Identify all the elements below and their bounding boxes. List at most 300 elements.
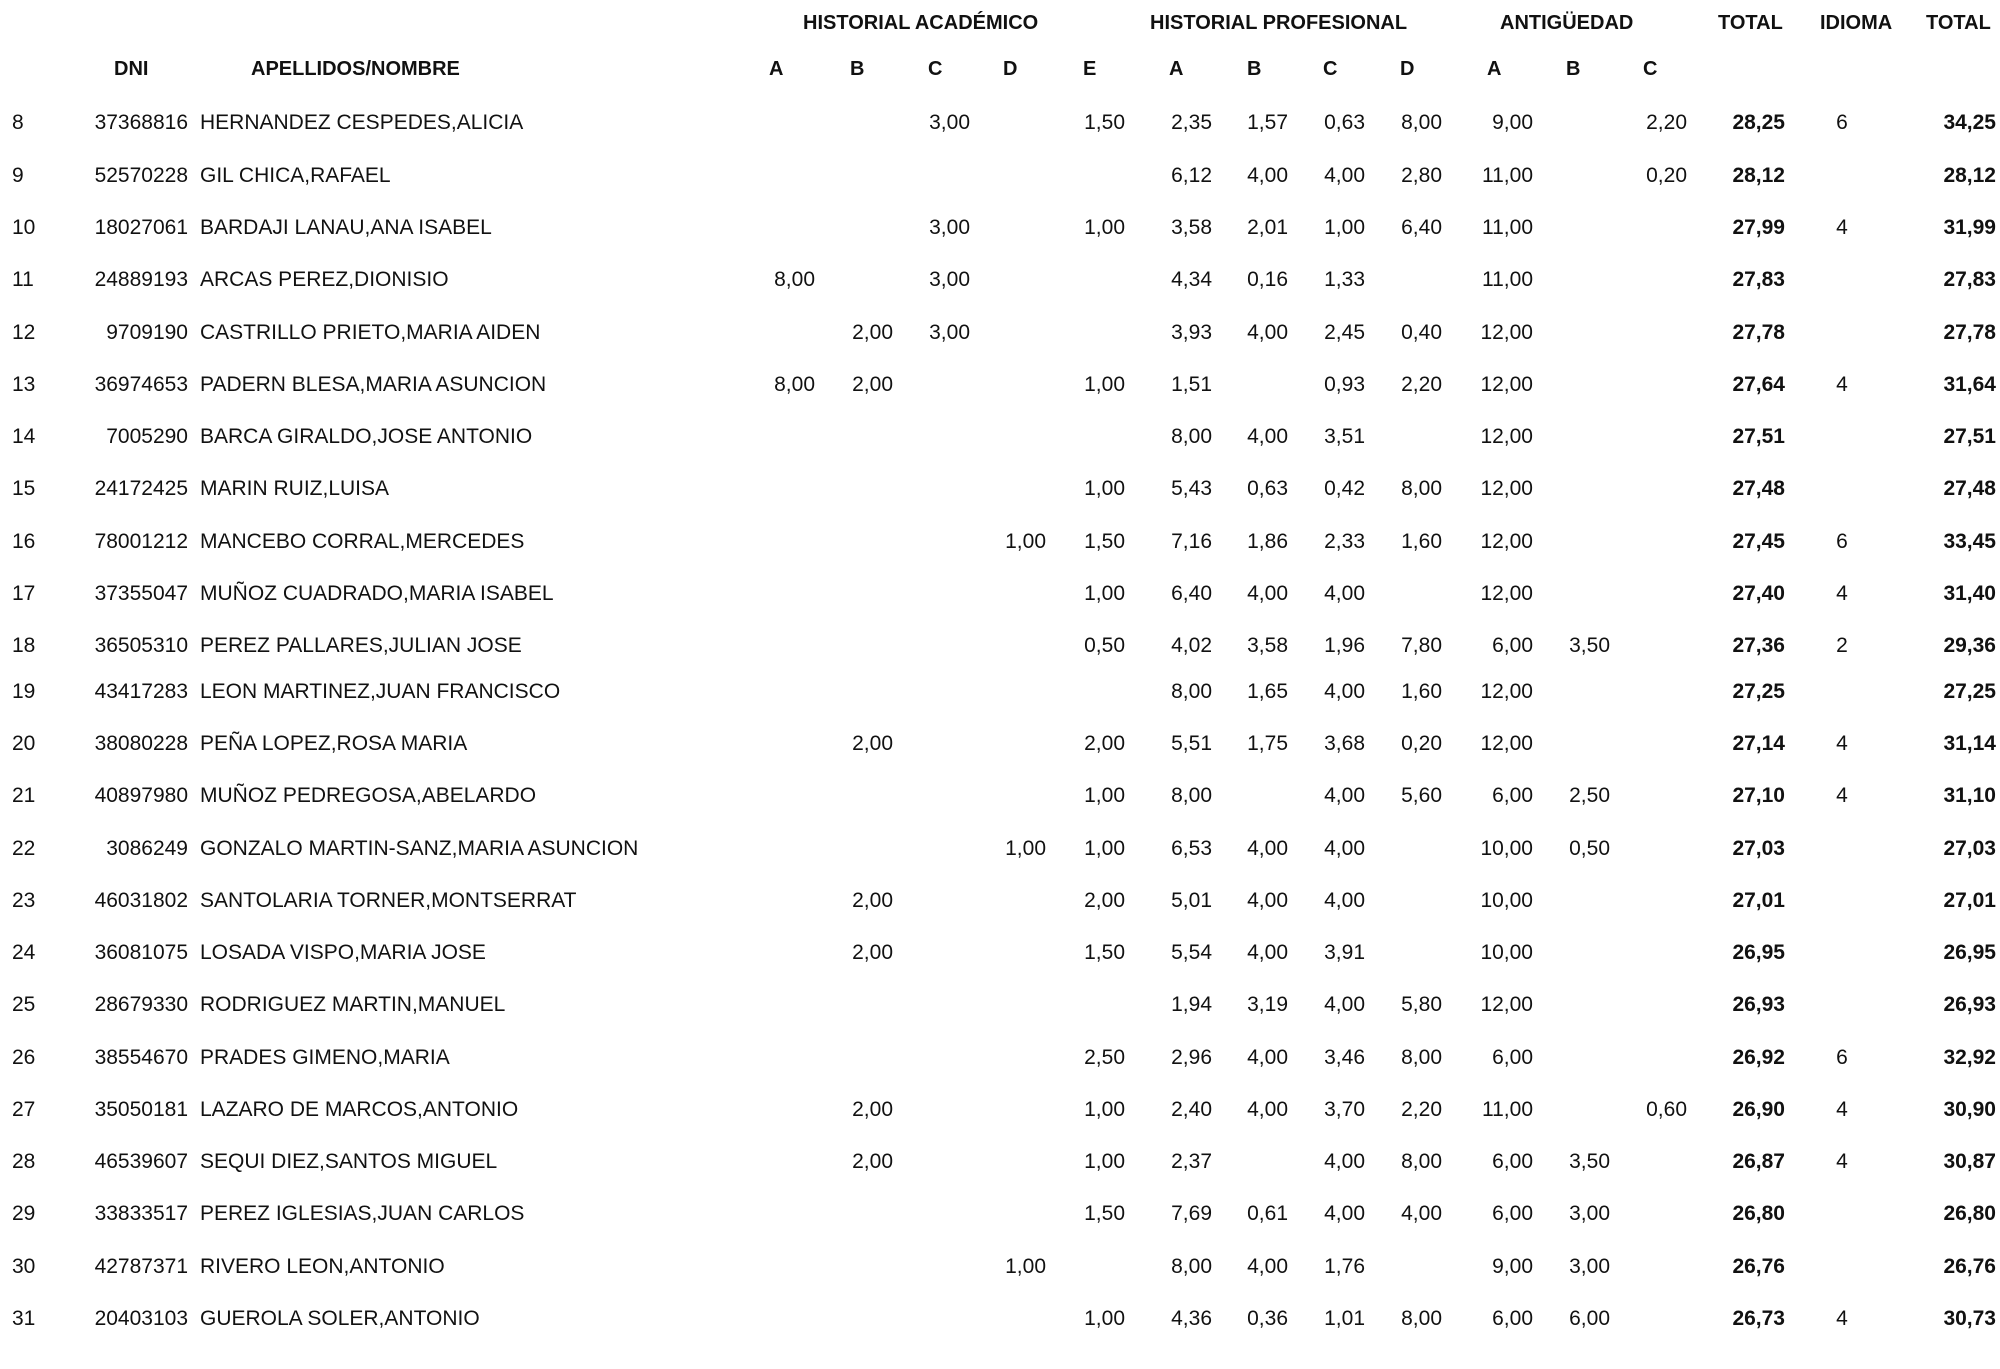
- total-final-cell: 27,83: [1943, 268, 1996, 291]
- table-row: [0, 672, 2000, 712]
- acad-b-cell: 2,00: [852, 941, 893, 964]
- total-cell: 28,25: [1732, 111, 1785, 134]
- acad-e-cell: 1,50: [1084, 111, 1125, 134]
- prof-c-cell: 4,00: [1324, 889, 1365, 912]
- idioma-cell: 4: [1836, 1150, 1848, 1173]
- name-cell: LAZARO DE MARCOS,ANTONIO: [200, 1098, 519, 1121]
- ant-a-cell: 10,00: [1480, 837, 1533, 860]
- col-apellidos-nombre: APELLIDOS/NOMBRE: [251, 58, 460, 80]
- ant-a-cell: 12,00: [1480, 582, 1533, 605]
- ant-a-cell: 11,00: [1482, 216, 1533, 239]
- idioma-cell: 4: [1836, 216, 1848, 239]
- table-row: [0, 1142, 2000, 1182]
- dni-cell: 9709190: [106, 321, 188, 344]
- dni-cell: 24172425: [94, 477, 188, 500]
- total-final-cell: 27,01: [1943, 889, 1996, 912]
- prof-a-cell: 4,36: [1171, 1307, 1212, 1330]
- prof-c-cell: 3,68: [1324, 732, 1365, 755]
- col-prof-c: C: [1323, 58, 1338, 80]
- total-final-cell: 31,14: [1943, 732, 1996, 755]
- row-number: 14: [12, 425, 36, 448]
- dni-cell: 36081075: [94, 941, 188, 964]
- table-row: [0, 626, 2000, 666]
- total-final-cell: 30,73: [1943, 1307, 1996, 1330]
- prof-c-cell: 4,00: [1324, 582, 1365, 605]
- total-final-cell: 31,40: [1943, 582, 1996, 605]
- prof-b-cell: 4,00: [1247, 1255, 1288, 1278]
- ant-a-cell: 12,00: [1480, 993, 1533, 1016]
- dni-cell: 42787371: [94, 1255, 188, 1278]
- row-number: 20: [12, 732, 36, 755]
- total-final-cell: 31,64: [1943, 373, 1996, 396]
- total-cell: 27,25: [1732, 680, 1785, 703]
- prof-c-cell: 3,70: [1324, 1098, 1365, 1121]
- acad-b-cell: 2,00: [852, 732, 893, 755]
- idioma-cell: 6: [1836, 111, 1848, 134]
- prof-c-cell: 0,63: [1324, 111, 1365, 134]
- prof-a-cell: 5,43: [1171, 477, 1212, 500]
- col-acad-a: A: [769, 58, 784, 80]
- prof-c-cell: 4,00: [1324, 837, 1365, 860]
- ant-a-cell: 12,00: [1480, 373, 1533, 396]
- name-cell: GONZALO MARTIN-SANZ,MARIA ASUNCION: [200, 837, 639, 860]
- ant-a-cell: 12,00: [1480, 732, 1533, 755]
- acad-e-cell: 2,00: [1084, 732, 1125, 755]
- dni-cell: 78001212: [94, 530, 188, 553]
- name-cell: PADERN BLESA,MARIA ASUNCION: [200, 373, 547, 396]
- idioma-cell: 4: [1836, 1098, 1848, 1121]
- prof-a-cell: 2,37: [1171, 1150, 1212, 1173]
- total-final-cell: 27,78: [1943, 321, 1996, 344]
- ant-a-cell: 12,00: [1480, 680, 1533, 703]
- total-final-cell: 31,99: [1943, 216, 1996, 239]
- total-cell: 27,10: [1732, 784, 1785, 807]
- dni-cell: 52570228: [94, 164, 188, 187]
- prof-c-cell: 3,46: [1324, 1046, 1365, 1069]
- name-cell: ARCAS PEREZ,DIONISIO: [200, 268, 449, 291]
- name-cell: PEREZ PALLARES,JULIAN JOSE: [200, 634, 522, 657]
- col-acad-e: E: [1083, 58, 1097, 80]
- total-cell: 27,01: [1732, 889, 1785, 912]
- acad-e-cell: 0,50: [1084, 634, 1125, 657]
- name-cell: CASTRILLO PRIETO,MARIA AIDEN: [200, 321, 541, 344]
- total-cell: 27,03: [1732, 837, 1785, 860]
- ant-a-cell: 6,00: [1492, 784, 1533, 807]
- dni-cell: 43417283: [94, 680, 188, 703]
- table-row: [0, 417, 2000, 457]
- total-cell: 26,87: [1732, 1150, 1785, 1173]
- prof-d-cell: 1,60: [1401, 530, 1442, 553]
- prof-d-cell: 8,00: [1401, 477, 1442, 500]
- prof-a-cell: 8,00: [1171, 1255, 1212, 1278]
- acad-e-cell: 1,00: [1084, 784, 1125, 807]
- prof-d-cell: 8,00: [1401, 1150, 1442, 1173]
- prof-a-cell: 5,51: [1171, 732, 1212, 755]
- prof-a-cell: 2,96: [1171, 1046, 1212, 1069]
- row-number: 25: [12, 993, 36, 1016]
- prof-c-cell: 4,00: [1324, 993, 1365, 1016]
- name-cell: PRADES GIMENO,MARIA: [200, 1046, 450, 1069]
- total-cell: 26,90: [1732, 1098, 1785, 1121]
- prof-b-cell: 4,00: [1247, 1046, 1288, 1069]
- name-cell: MUÑOZ CUADRADO,MARIA ISABEL: [200, 582, 554, 605]
- prof-a-cell: 5,54: [1171, 941, 1212, 964]
- prof-b-cell: 4,00: [1247, 321, 1288, 344]
- prof-b-cell: 4,00: [1247, 164, 1288, 187]
- acad-e-cell: 1,50: [1084, 1202, 1125, 1225]
- prof-b-cell: 1,86: [1247, 530, 1288, 553]
- prof-d-cell: 2,20: [1401, 1098, 1442, 1121]
- total-final-cell: 27,03: [1943, 837, 1996, 860]
- prof-a-cell: 7,69: [1171, 1202, 1212, 1225]
- prof-b-cell: 2,01: [1247, 216, 1288, 239]
- row-number: 26: [12, 1046, 36, 1069]
- row-number: 27: [12, 1098, 36, 1121]
- acad-e-cell: 1,00: [1084, 1150, 1125, 1173]
- total-final-cell: 26,76: [1943, 1255, 1996, 1278]
- ant-a-cell: 10,00: [1480, 889, 1533, 912]
- total-final-cell: 26,80: [1943, 1202, 1996, 1225]
- prof-d-cell: 0,40: [1401, 321, 1442, 344]
- idioma-cell: 6: [1836, 1046, 1848, 1069]
- prof-b-cell: 4,00: [1247, 582, 1288, 605]
- dni-cell: 46031802: [94, 889, 188, 912]
- table-row: [0, 365, 2000, 405]
- prof-c-cell: 2,45: [1324, 321, 1365, 344]
- dni-cell: 37355047: [94, 582, 188, 605]
- total-cell: 27,51: [1732, 425, 1785, 448]
- acad-c-cell: 3,00: [929, 111, 970, 134]
- idioma-cell: 4: [1836, 373, 1848, 396]
- col-acad-d: D: [1003, 58, 1018, 80]
- total-cell: 26,76: [1732, 1255, 1785, 1278]
- name-cell: BARCA GIRALDO,JOSE ANTONIO: [200, 425, 533, 448]
- total-cell: 27,14: [1732, 732, 1785, 755]
- table-row: [0, 208, 2000, 248]
- row-number: 31: [12, 1307, 36, 1330]
- table-row: [0, 776, 2000, 816]
- table-row: [0, 1194, 2000, 1234]
- prof-c-cell: 2,33: [1324, 530, 1365, 553]
- table-row: [0, 469, 2000, 509]
- table-row: [0, 881, 2000, 921]
- name-cell: MANCEBO CORRAL,MERCEDES: [200, 530, 525, 553]
- idioma-cell: 4: [1836, 784, 1848, 807]
- ant-b-cell: 2,50: [1569, 784, 1610, 807]
- prof-b-cell: 1,75: [1247, 732, 1288, 755]
- col-dni: DNI: [114, 58, 149, 80]
- col-acad-c: C: [928, 58, 943, 80]
- prof-d-cell: 1,60: [1401, 680, 1442, 703]
- row-number: 30: [12, 1255, 36, 1278]
- ant-a-cell: 12,00: [1480, 530, 1533, 553]
- prof-a-cell: 8,00: [1171, 425, 1212, 448]
- table-row: [0, 103, 2000, 143]
- ant-a-cell: 12,00: [1480, 477, 1533, 500]
- prof-a-cell: 6,12: [1171, 164, 1212, 187]
- total-final-cell: 29,36: [1943, 634, 1996, 657]
- acad-e-cell: 1,50: [1084, 530, 1125, 553]
- dni-cell: 36974653: [94, 373, 188, 396]
- acad-c-cell: 3,00: [929, 268, 970, 291]
- table-row: [0, 985, 2000, 1025]
- ant-a-cell: 6,00: [1492, 1202, 1533, 1225]
- table-row: [0, 1038, 2000, 1078]
- dni-cell: 37368816: [94, 111, 188, 134]
- ant-a-cell: 6,00: [1492, 1307, 1533, 1330]
- prof-b-cell: 4,00: [1247, 1098, 1288, 1121]
- prof-d-cell: 8,00: [1401, 1046, 1442, 1069]
- prof-a-cell: 8,00: [1171, 680, 1212, 703]
- ant-a-cell: 12,00: [1480, 321, 1533, 344]
- acad-d-cell: 1,00: [1005, 837, 1046, 860]
- prof-b-cell: 4,00: [1247, 889, 1288, 912]
- ant-b-cell: 3,00: [1569, 1255, 1610, 1278]
- ant-a-cell: 6,00: [1492, 1046, 1533, 1069]
- group-historial-academico: HISTORIAL ACADÉMICO: [803, 12, 1039, 34]
- prof-b-cell: 0,61: [1247, 1202, 1288, 1225]
- prof-c-cell: 0,93: [1324, 373, 1365, 396]
- table-row: [0, 574, 2000, 614]
- acad-e-cell: 2,50: [1084, 1046, 1125, 1069]
- prof-a-cell: 8,00: [1171, 784, 1212, 807]
- acad-e-cell: 1,00: [1084, 477, 1125, 500]
- total-cell: 26,73: [1732, 1307, 1785, 1330]
- dni-cell: 7005290: [106, 425, 188, 448]
- ant-b-cell: 3,00: [1569, 1202, 1610, 1225]
- name-cell: HERNANDEZ CESPEDES,ALICIA: [200, 111, 524, 134]
- group-historial-profesional: HISTORIAL PROFESIONAL: [1150, 12, 1408, 34]
- ant-a-cell: 11,00: [1482, 1098, 1533, 1121]
- row-number: 17: [12, 582, 36, 605]
- name-cell: MARIN RUIZ,LUISA: [200, 477, 390, 500]
- prof-a-cell: 1,51: [1171, 373, 1212, 396]
- name-cell: LOSADA VISPO,MARIA JOSE: [200, 941, 486, 964]
- acad-c-cell: 3,00: [929, 216, 970, 239]
- prof-b-cell: 4,00: [1247, 425, 1288, 448]
- prof-d-cell: 5,60: [1401, 784, 1442, 807]
- row-number: 29: [12, 1202, 36, 1225]
- acad-e-cell: 1,00: [1084, 216, 1125, 239]
- group-antiguedad: ANTIGÜEDAD: [1500, 12, 1634, 34]
- col-prof-a: A: [1169, 58, 1184, 80]
- name-cell: PEREZ IGLESIAS,JUAN CARLOS: [200, 1202, 525, 1225]
- acad-e-cell: 1,50: [1084, 941, 1125, 964]
- acad-d-cell: 1,00: [1005, 530, 1046, 553]
- ant-a-cell: 6,00: [1492, 1150, 1533, 1173]
- table-row: [0, 724, 2000, 764]
- prof-c-cell: 0,42: [1324, 477, 1365, 500]
- dni-cell: 38080228: [94, 732, 188, 755]
- total-final-cell: 27,25: [1943, 680, 1996, 703]
- idioma-cell: 6: [1836, 530, 1848, 553]
- prof-d-cell: 2,80: [1401, 164, 1442, 187]
- row-number: 22: [12, 837, 36, 860]
- ant-c-cell: 0,20: [1646, 164, 1687, 187]
- dni-cell: 38554670: [94, 1046, 188, 1069]
- dni-cell: 46539607: [94, 1150, 188, 1173]
- row-number: 11: [12, 268, 34, 291]
- idioma-cell: 2: [1836, 634, 1848, 657]
- dni-cell: 40897980: [94, 784, 188, 807]
- prof-b-cell: 4,00: [1247, 941, 1288, 964]
- total-final-cell: 27,48: [1943, 477, 1996, 500]
- prof-c-cell: 4,00: [1324, 1150, 1365, 1173]
- ant-c-cell: 2,20: [1646, 111, 1687, 134]
- ant-a-cell: 11,00: [1482, 268, 1533, 291]
- prof-a-cell: 2,40: [1171, 1098, 1212, 1121]
- col-ant-b: B: [1566, 58, 1581, 80]
- acad-a-cell: 8,00: [774, 373, 815, 396]
- total-cell: 26,95: [1732, 941, 1785, 964]
- row-number: 9: [12, 164, 24, 187]
- table-row: [0, 260, 2000, 300]
- name-cell: LEON MARTINEZ,JUAN FRANCISCO: [200, 680, 561, 703]
- prof-c-cell: 1,33: [1324, 268, 1365, 291]
- name-cell: RIVERO LEON,ANTONIO: [200, 1255, 445, 1278]
- acad-b-cell: 2,00: [852, 889, 893, 912]
- total-cell: 27,48: [1732, 477, 1785, 500]
- prof-b-cell: 4,00: [1247, 837, 1288, 860]
- row-number: 16: [12, 530, 36, 553]
- total-cell: 27,83: [1732, 268, 1785, 291]
- prof-d-cell: 8,00: [1401, 1307, 1442, 1330]
- row-number: 19: [12, 680, 36, 703]
- table-row: [0, 156, 2000, 196]
- row-number: 28: [12, 1150, 36, 1173]
- total-final-cell: 30,90: [1943, 1098, 1996, 1121]
- acad-e-cell: 1,00: [1084, 1307, 1125, 1330]
- table-row: [0, 522, 2000, 562]
- prof-b-cell: 3,58: [1247, 634, 1288, 657]
- ant-b-cell: 3,50: [1569, 634, 1610, 657]
- ant-a-cell: 11,00: [1482, 164, 1533, 187]
- idioma-cell: 4: [1836, 582, 1848, 605]
- total-cell: 27,78: [1732, 321, 1785, 344]
- total-cell: 27,64: [1732, 373, 1785, 396]
- dni-cell: 24889193: [94, 268, 188, 291]
- ant-a-cell: 6,00: [1492, 634, 1533, 657]
- name-cell: BARDAJI LANAU,ANA ISABEL: [200, 216, 492, 239]
- dni-cell: 28679330: [94, 993, 188, 1016]
- acad-c-cell: 3,00: [929, 321, 970, 344]
- prof-d-cell: 4,00: [1401, 1202, 1442, 1225]
- acad-b-cell: 2,00: [852, 321, 893, 344]
- ant-a-cell: 9,00: [1492, 111, 1533, 134]
- row-number: 18: [12, 634, 36, 657]
- prof-b-cell: 1,65: [1247, 680, 1288, 703]
- prof-d-cell: 2,20: [1401, 373, 1442, 396]
- ant-a-cell: 10,00: [1480, 941, 1533, 964]
- total-cell: 27,40: [1732, 582, 1785, 605]
- prof-c-cell: 1,96: [1324, 634, 1365, 657]
- prof-c-cell: 4,00: [1324, 680, 1365, 703]
- row-number: 12: [12, 321, 36, 344]
- prof-c-cell: 1,00: [1324, 216, 1365, 239]
- ant-c-cell: 0,60: [1646, 1098, 1687, 1121]
- prof-d-cell: 0,20: [1401, 732, 1442, 755]
- prof-d-cell: 7,80: [1401, 634, 1442, 657]
- ant-a-cell: 9,00: [1492, 1255, 1533, 1278]
- table-row: [0, 829, 2000, 869]
- total-cell: 26,93: [1732, 993, 1785, 1016]
- total-cell: 28,12: [1732, 164, 1785, 187]
- dni-cell: 33833517: [94, 1202, 188, 1225]
- name-cell: RODRIGUEZ MARTIN,MANUEL: [200, 993, 506, 1016]
- total-cell: 26,92: [1732, 1046, 1785, 1069]
- idioma-cell: 4: [1836, 1307, 1848, 1330]
- name-cell: GIL CHICA,RAFAEL: [200, 164, 391, 187]
- group-total-final: TOTAL: [1926, 12, 1991, 34]
- acad-e-cell: 2,00: [1084, 889, 1125, 912]
- name-cell: GUEROLA SOLER,ANTONIO: [200, 1307, 480, 1330]
- total-final-cell: 32,92: [1943, 1046, 1996, 1069]
- prof-a-cell: 6,53: [1171, 837, 1212, 860]
- prof-a-cell: 3,93: [1171, 321, 1212, 344]
- prof-b-cell: 0,16: [1247, 268, 1288, 291]
- row-number: 15: [12, 477, 36, 500]
- prof-a-cell: 4,34: [1171, 268, 1212, 291]
- prof-d-cell: 6,40: [1401, 216, 1442, 239]
- col-ant-a: A: [1487, 58, 1502, 80]
- prof-a-cell: 5,01: [1171, 889, 1212, 912]
- name-cell: PEÑA LOPEZ,ROSA MARIA: [200, 732, 468, 755]
- table-row: [0, 1247, 2000, 1287]
- col-prof-d: D: [1400, 58, 1415, 80]
- total-final-cell: 31,10: [1943, 784, 1996, 807]
- total-final-cell: 34,25: [1943, 111, 1996, 134]
- acad-d-cell: 1,00: [1005, 1255, 1046, 1278]
- group-total: TOTAL: [1718, 12, 1783, 34]
- prof-b-cell: 1,57: [1247, 111, 1288, 134]
- prof-d-cell: 5,80: [1401, 993, 1442, 1016]
- prof-a-cell: 2,35: [1171, 111, 1212, 134]
- acad-b-cell: 2,00: [852, 373, 893, 396]
- col-prof-b: B: [1247, 58, 1262, 80]
- dni-cell: 3086249: [106, 837, 188, 860]
- acad-e-cell: 1,00: [1084, 582, 1125, 605]
- table-row: [0, 1090, 2000, 1130]
- total-cell: 27,99: [1732, 216, 1785, 239]
- prof-d-cell: 8,00: [1401, 111, 1442, 134]
- prof-a-cell: 7,16: [1171, 530, 1212, 553]
- row-number: 21: [12, 784, 36, 807]
- prof-a-cell: 3,58: [1171, 216, 1212, 239]
- idioma-cell: 4: [1836, 732, 1848, 755]
- total-cell: 26,80: [1732, 1202, 1785, 1225]
- ant-b-cell: 3,50: [1569, 1150, 1610, 1173]
- dni-cell: 36505310: [94, 634, 188, 657]
- table-row: [0, 933, 2000, 973]
- row-number: 10: [12, 216, 36, 239]
- dni-cell: 20403103: [94, 1307, 188, 1330]
- table-row: [0, 313, 2000, 353]
- prof-c-cell: 1,01: [1324, 1307, 1365, 1330]
- col-ant-c: C: [1643, 58, 1658, 80]
- col-acad-b: B: [850, 58, 865, 80]
- prof-c-cell: 3,51: [1324, 425, 1365, 448]
- table-row: [0, 1299, 2000, 1339]
- total-final-cell: 28,12: [1943, 164, 1996, 187]
- name-cell: SEQUI DIEZ,SANTOS MIGUEL: [200, 1150, 498, 1173]
- total-cell: 27,45: [1732, 530, 1785, 553]
- total-final-cell: 26,93: [1943, 993, 1996, 1016]
- acad-e-cell: 1,00: [1084, 373, 1125, 396]
- acad-b-cell: 2,00: [852, 1098, 893, 1121]
- prof-c-cell: 3,91: [1324, 941, 1365, 964]
- total-final-cell: 26,95: [1943, 941, 1996, 964]
- total-final-cell: 33,45: [1943, 530, 1996, 553]
